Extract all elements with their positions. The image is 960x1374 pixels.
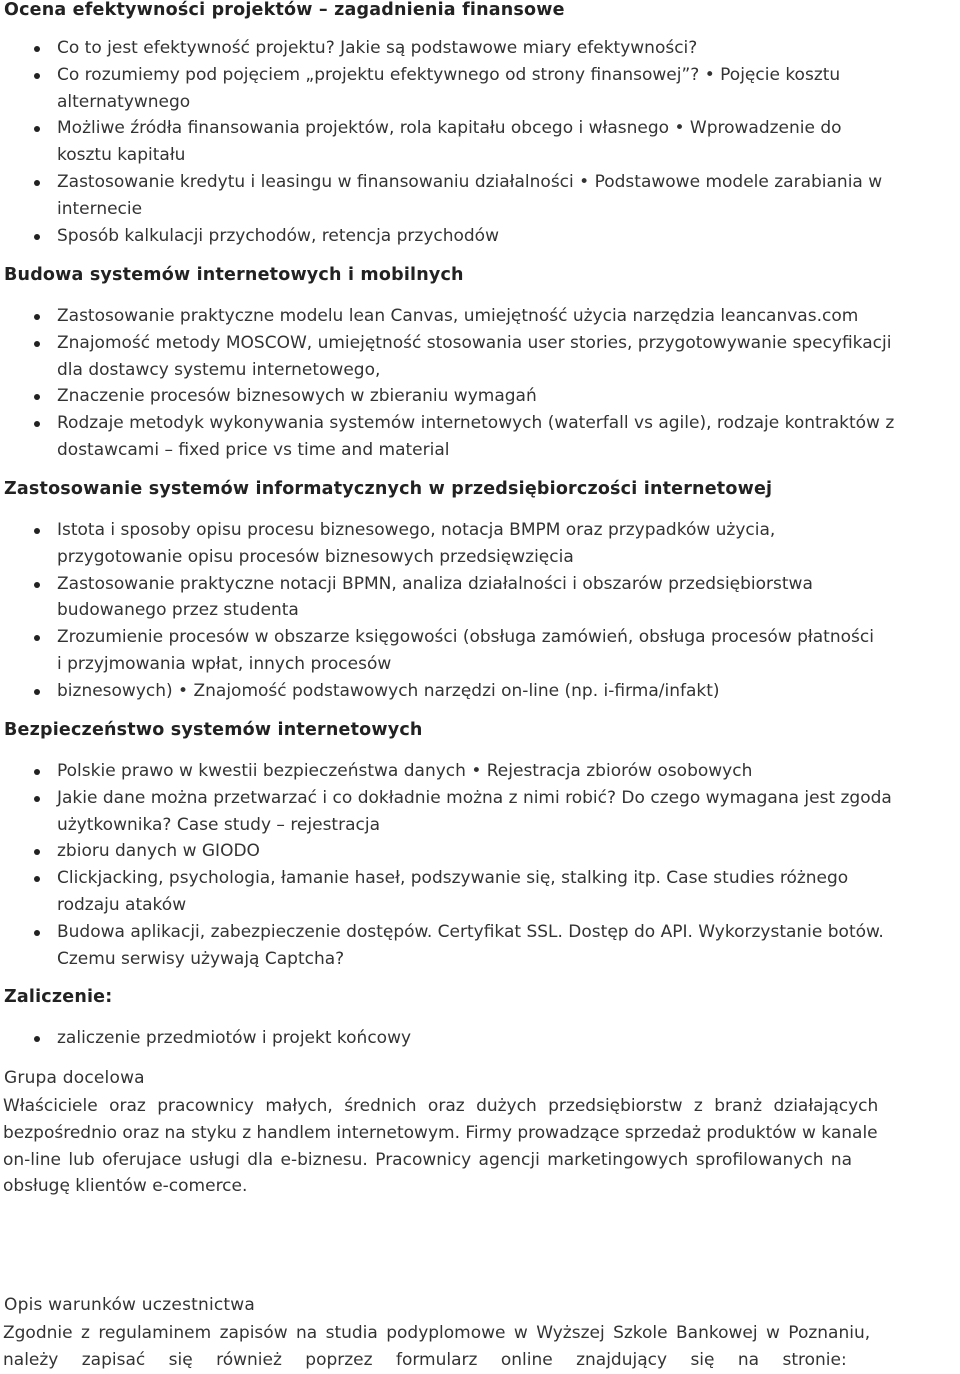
list-item-text: dla dostawcy systemu internetowego, bbox=[57, 359, 381, 380]
list-item-text: Znajomość metody MOSCOW, umiejętność stosowania user stories, przygotowywanie specyfikacji bbox=[57, 332, 892, 353]
list-item-text: Czemu serwisy używają Captcha? bbox=[57, 948, 345, 969]
section-heading-it-systems: Zastosowanie systemów informatycznych w przedsiębiorczości internetowej bbox=[4, 479, 773, 499]
bullet-icon bbox=[34, 849, 40, 855]
list-item bbox=[0, 517, 960, 571]
bullet-icon bbox=[34, 1036, 40, 1042]
list-item-text: budowanego przez studenta bbox=[57, 600, 299, 621]
list-item-text: Zastosowanie kredytu i leasingu w finansowaniu działalności • Podstawowe modele zarabiania w bbox=[57, 171, 883, 192]
list-item-text: Zastosowanie praktyczne modelu lean Canvas, umiejętność użycia narzędzia leancanvas.com bbox=[57, 306, 859, 326]
list-item-text: zbioru danych w GIODO bbox=[57, 841, 260, 862]
list-item-text: przygotowanie opisu procesów biznesowych przedsięwzięcia bbox=[57, 546, 574, 567]
bullet-icon bbox=[34, 180, 40, 186]
list-item-text: Rodzaje metodyk wykonywania systemów internetowych (waterfall vs agile), rodzaje kontraktów z bbox=[57, 413, 895, 434]
list-item bbox=[0, 35, 960, 62]
paragraph-line: bezpośrednio oraz na styku z handlem internetowym. Firmy prowadzące sprzedaż produktów w kanale bbox=[3, 1122, 878, 1143]
list-item bbox=[0, 115, 960, 169]
bullet-icon bbox=[34, 234, 40, 240]
list-item bbox=[0, 678, 960, 705]
bullet-icon bbox=[34, 635, 40, 641]
list-item-text: biznesowych) • Znajomość podstawowych narzędzi on-line (np. i-firma/infakt) bbox=[57, 680, 720, 701]
list-item-text: dostawcami – fixed price vs time and material bbox=[57, 439, 450, 460]
list-item-text: Co rozumiemy pod pojęciem „projektu efektywnego od strony finansowej”? • Pojęcie kosztu bbox=[57, 64, 841, 85]
participation-heading: Opis warunków uczestnictwa bbox=[4, 1295, 256, 1315]
list-item bbox=[0, 919, 960, 973]
bullet-icon bbox=[34, 689, 40, 695]
bullet-icon bbox=[34, 769, 40, 775]
target-group-heading: Grupa docelowa bbox=[4, 1068, 145, 1088]
list-item-text: alternatywnego bbox=[57, 91, 191, 112]
paragraph-line: obsługę klientów e-comerce. bbox=[3, 1176, 248, 1197]
bullet-icon bbox=[34, 796, 40, 802]
paragraph-line: należy zapisać się również poprzez formularz online znajdujący się na stronie: bbox=[3, 1349, 847, 1370]
list-item-text: Możliwe źródła finansowania projektów, rola kapitału obcego i własnego • Wprowadzenie do bbox=[57, 118, 842, 139]
bullet-icon bbox=[34, 930, 40, 936]
bullet-icon bbox=[34, 394, 40, 400]
section-heading-security: Bezpieczeństwo systemów internetowych bbox=[4, 720, 423, 740]
list-item bbox=[0, 169, 960, 223]
section-heading-credit: Zaliczenie: bbox=[4, 987, 113, 1007]
paragraph-line: Właściciele oraz pracownicy małych, średnich oraz dużych przedsiębiorstw z branż działających bbox=[3, 1096, 879, 1116]
list-item bbox=[0, 1025, 960, 1052]
bullet-icon bbox=[34, 314, 40, 320]
list-item-text: Jakie dane można przetwarzać i co dokładnie można z nimi robić? Do czego wymagana jest zgoda bbox=[57, 787, 892, 808]
list-item bbox=[0, 624, 960, 678]
section-heading-systems: Budowa systemów internetowych i mobilnych bbox=[4, 265, 464, 285]
list-item-text: i przyjmowania wpłat, innych procesów bbox=[57, 653, 392, 674]
paragraph-line: on-line lub oferujace usługi dla e-biznesu. Pracownicy agencji marketingowych sprofilowanych na bbox=[3, 1149, 853, 1170]
list-item-text: kosztu kapitału bbox=[57, 145, 186, 166]
list-item-text: użytkownika? Case study – rejestracja bbox=[57, 814, 380, 835]
list-item bbox=[0, 62, 960, 116]
list-item bbox=[0, 865, 960, 919]
participation-paragraph bbox=[3, 1320, 958, 1374]
list-item bbox=[0, 838, 960, 865]
list-item-text: Co to jest efektywność projektu? Jakie są podstawowe miary efektywności? bbox=[57, 38, 698, 58]
bullet-icon bbox=[34, 341, 40, 347]
list-item-text: Sposób kalkulacji przychodów, retencja przychodów bbox=[57, 225, 499, 246]
list-item bbox=[0, 410, 960, 464]
bullet-icon bbox=[34, 126, 40, 132]
bullet-icon bbox=[34, 582, 40, 588]
target-group-paragraph bbox=[3, 1093, 958, 1200]
list-item-text: Istota i sposoby opisu procesu biznesowego, notacja BMPM oraz przypadków użycia, bbox=[57, 520, 776, 540]
list-systems bbox=[0, 303, 960, 464]
list-item bbox=[0, 330, 960, 384]
bullet-icon bbox=[34, 73, 40, 79]
list-item bbox=[0, 303, 960, 330]
list-security bbox=[0, 758, 960, 972]
list-item-text: Polskie prawo w kwestii bezpieczeństwa danych • Rejestracja zbiorów osobowych bbox=[57, 761, 753, 781]
list-it-systems bbox=[0, 517, 960, 705]
list-item-text: Budowa aplikacji, zabezpieczenie dostępów. Certyfikat SSL. Dostęp do API. Wykorzystanie botów. bbox=[57, 921, 884, 942]
section-heading-financial: Ocena efektywności projektów – zagadnienia finansowe bbox=[4, 0, 565, 20]
list-item bbox=[0, 223, 960, 250]
list-item-text: zaliczenie przedmiotów i projekt końcowy bbox=[57, 1028, 412, 1048]
list-item-text: Zrozumienie procesów w obszarze księgowości (obsługa zamówień, obsługa procesów płatności bbox=[57, 627, 874, 648]
bullet-icon bbox=[34, 528, 40, 534]
list-item-text: internecie bbox=[57, 198, 143, 219]
list-item-text: Zastosowanie praktyczne notacji BPMN, analiza działalności i obszarów przedsiębiorstwa bbox=[57, 573, 813, 594]
list-item-text: rodzaju ataków bbox=[57, 894, 187, 915]
list-item-text: Clickjacking, psychologia, łamanie haseł, podszywanie się, stalking itp. Case studies różnego bbox=[57, 868, 849, 889]
list-credit bbox=[0, 1025, 960, 1052]
bullet-icon bbox=[34, 876, 40, 882]
list-item bbox=[0, 383, 960, 410]
list-item bbox=[0, 758, 960, 785]
list-item-text: Znaczenie procesów biznesowych w zbieraniu wymagań bbox=[57, 386, 537, 407]
list-item bbox=[0, 785, 960, 839]
list-financial bbox=[0, 35, 960, 249]
paragraph-line: Zgodnie z regulaminem zapisów na studia podyplomowe w Wyższej Szkole Bankowej w Poznaniu, bbox=[3, 1323, 871, 1343]
bullet-icon bbox=[34, 46, 40, 52]
list-item bbox=[0, 571, 960, 625]
bullet-icon bbox=[34, 421, 40, 427]
